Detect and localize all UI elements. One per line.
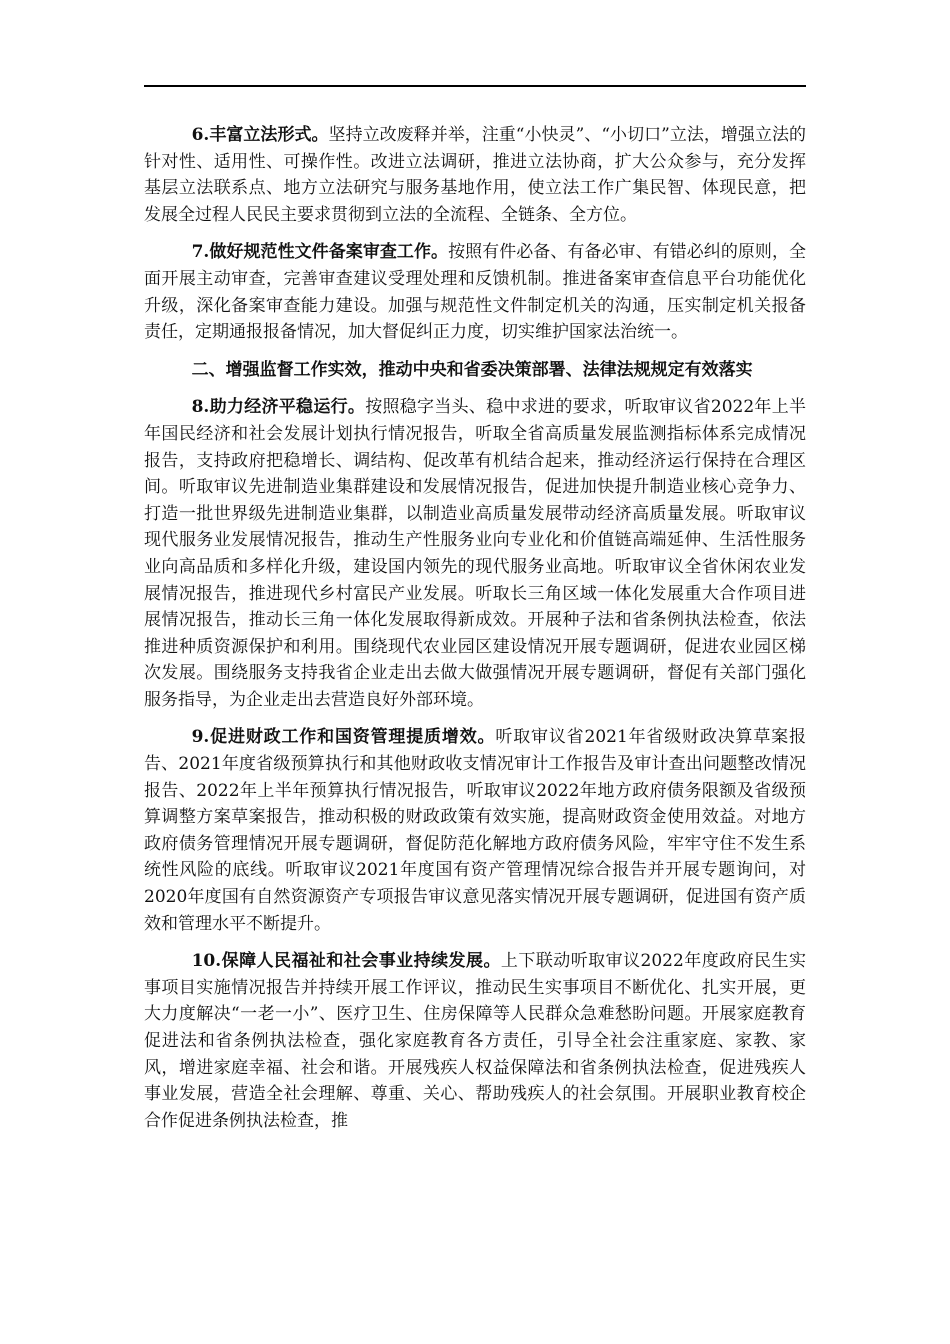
- paragraph-7: [144, 239, 806, 345]
- paragraph-lead: 6.丰富立法形式。: [191, 125, 329, 145]
- paragraph-lead: 9.促进财政工作和国资管理提质增效。: [191, 727, 496, 748]
- paragraph-text: 听取审议省2021年省级财政决算草案报告、2021年度省级预算执行和其他财政收支情况审计工作报告及审计查出问题整改情况报告、2022年上半年预算执行情况报告，听取审议2022年地方政府债务限额及省级预算调整方案草案报告，推动积极的财政政策有效实施，提高财政资金使用效益。对地方政府债务管理情况开展专题调研，督促防范化解地方政府债务风险，牢牢守住不发生系统性风险的底线。听取审议2021年度国有资产管理情况综合报告并开展专题询问，对2020年度国有自然资源资产专项报告审议意见落实情况开展专题调研，促进国有资产质效和管理水平不断提升。: [144, 727, 807, 934]
- paragraph-lead: 10.保障人民福祉和社会事业持续发展。: [191, 951, 501, 972]
- section-heading: 二、增强监督工作实效，推动中央和省委决策部署、法律法规规定有效落实: [191, 359, 753, 380]
- paragraph-lead: 7.做好规范性文件备案审查工作。: [191, 242, 449, 263]
- document-body: [144, 122, 806, 1134]
- paragraph-text: 按照稳字当头、稳中求进的要求，听取审议省2022年上半年国民经济和社会发展计划执行情况报告，听取全省高质量发展监测指标体系完成情况报告，支持政府把稳增长、调结构、促改革有机结合起来，推动经济运行保持在合理区间。听取审议先进制造业集群建设和发展情况报告，促进加快提升制造业核心竞争力、打造一批世界级先进制造业集群，以制造业高质量发展带动经济高质量发展。听取审议现代服务业发展情况报告，推动生产性服务业向专业化和价值链高端延伸、生活性服务业向高品质和多样化升级，建设国内领先的现代服务业高地。听取审议全省休闲农业发展情况报告，推进现代乡村富民产业发展。听取长三角区域一体化发展重大合作项目进展情况报告，推动长三角一体化发展取得新成效。开展种子法和省条例执法检查，依法推进种质资源保护和利用。围绕现代农业园区建设情况开展专题调研，促进农业园区梯次发展。围绕服务支持我省企业走出去做大做强情况开展专题调研，督促有关部门强化服务指导，为企业走出去营造良好外部环境。: [144, 397, 806, 710]
- header-rule: [144, 85, 806, 87]
- paragraph-lead: 8.助力经济平稳运行。: [191, 397, 366, 418]
- paragraph-9: [144, 724, 806, 937]
- paragraph-text: 坚持立改废释并举，注重“小快灵”、“小切口”立法，增强立法的针对性、适用性、可操作性。改进立法调研，推进立法协商，扩大公众参与，充分发挥基层立法联系点、地方立法研究与服务基地作用，使立法工作广集民智、体现民意，把发展全过程人民民主要求贯彻到立法的全流程、全链条、全方位。: [144, 125, 807, 225]
- paragraph-text: 上下联动听取审议2022年度政府民生实事项目实施情况报告并持续开展工作评议，推动民生实事项目不断优化、扎实开展，更大力度解决“一老一小”、医疗卫生、住房保障等人民群众急难愁盼问题。开展家庭教育促进法和省条例执法检查，强化家庭教育各方责任，引导全社会注重家庭、家教、家风，增进家庭幸福、社会和谐。开展残疾人权益保障法和省条例执法检查，促进残疾人事业发展，营造全社会理解、尊重、关心、帮助残疾人的社会氛围。开展职业教育校企合作促进条例执法检查，推: [144, 951, 806, 1131]
- paragraph-6: [144, 122, 806, 228]
- paragraph-8: [144, 394, 806, 713]
- paragraph-text: 按照有件必备、有备必审、有错必纠的原则，全面开展主动审查，完善审查建议受理处理和反馈机制。推进备案审查信息平台功能优化升级，深化备案审查能力建设。加强与规范性文件制定机关的沟通，压实制定机关报备责任，定期通报报备情况，加大督促纠正力度，切实维护国家法治统一。: [144, 242, 807, 343]
- paragraph-10: [144, 948, 806, 1134]
